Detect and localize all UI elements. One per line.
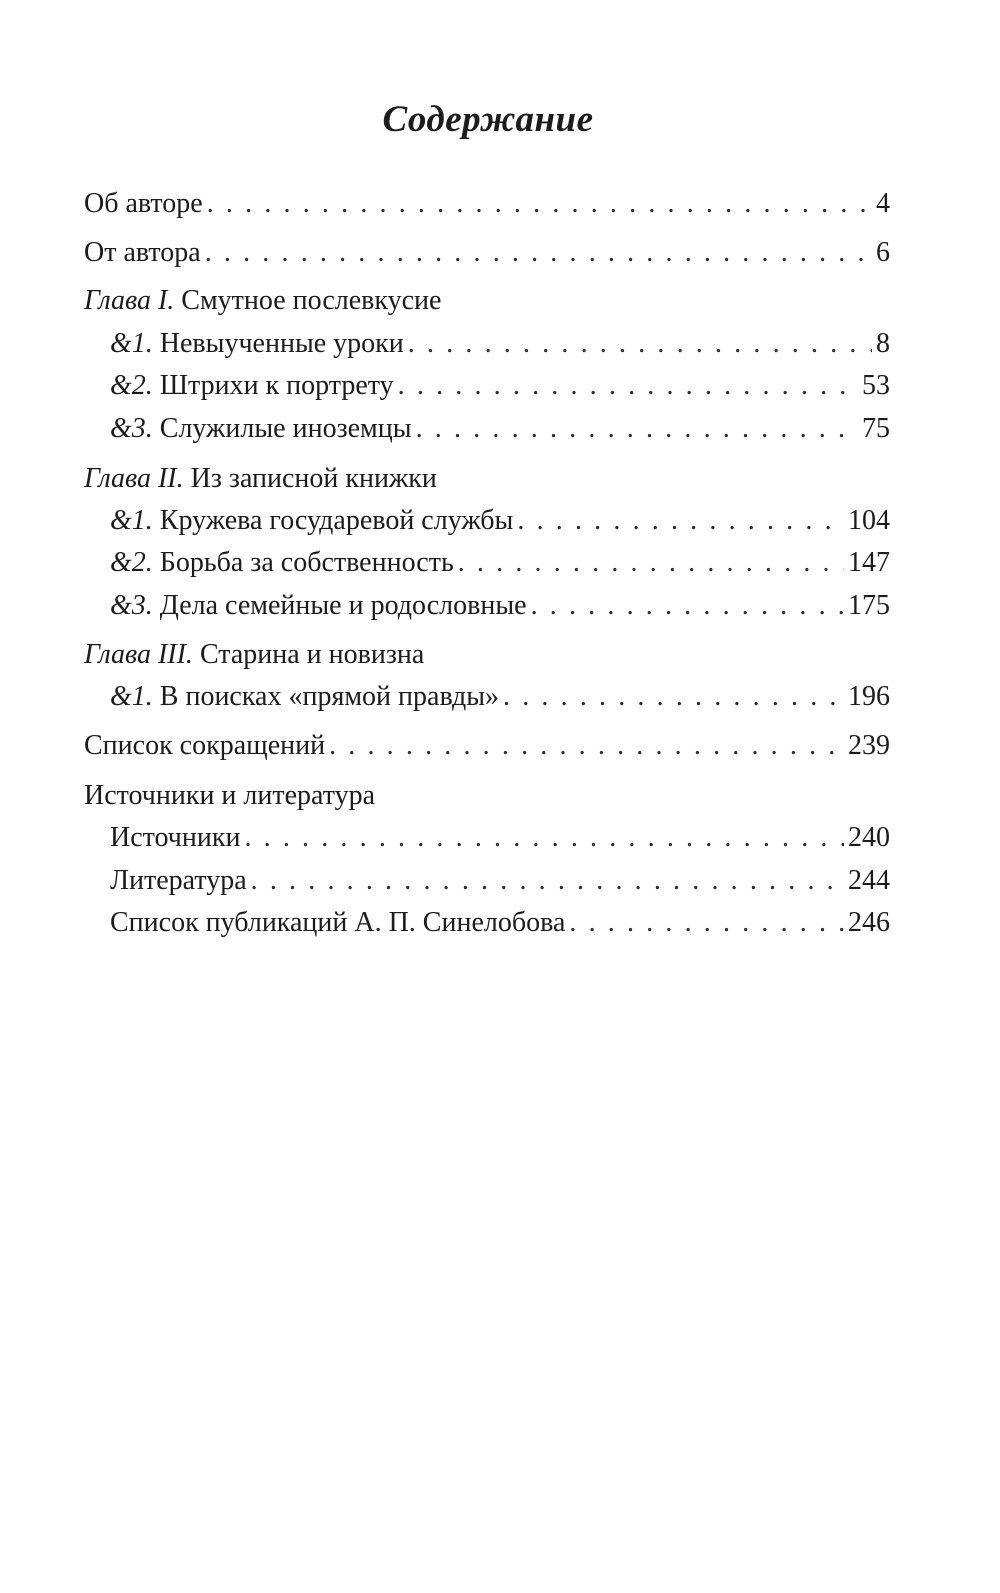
toc-entry-label: Источники — [110, 822, 241, 853]
chapter-title: Из записной книжки — [190, 463, 437, 494]
section-label: Невыученные уроки — [159, 328, 404, 359]
toc-entry-label: Об авторе — [84, 188, 203, 219]
toc-page-number: 6 — [876, 237, 890, 268]
toc-entry-label: Список сокращений — [84, 730, 326, 761]
toc-page-number: 104 — [848, 505, 890, 536]
toc-entry-label: Список публикаций А. П. Синелобова — [110, 907, 566, 938]
dot-leader — [329, 728, 844, 764]
dot-leader — [531, 588, 844, 624]
toc-section-3-1[interactable] — [110, 679, 890, 715]
dot-leader — [251, 863, 844, 899]
toc-page-number: 196 — [848, 681, 890, 712]
page-title: Содержание — [382, 99, 594, 140]
sources-heading[interactable]: Источники и литература — [84, 780, 376, 811]
section-number: &1. — [110, 328, 153, 359]
section-number: &1. — [110, 681, 153, 712]
toc-page-number: 239 — [848, 730, 890, 761]
section-number: &2. — [110, 370, 153, 401]
chapter-number: Глава III. — [84, 639, 193, 670]
chapter-number: Глава II. — [84, 463, 184, 494]
toc-page-number: 175 — [848, 590, 890, 621]
toc-entry-literature[interactable] — [110, 863, 890, 899]
section-label: Служилые иноземцы — [159, 413, 412, 444]
toc-page-number: 4 — [876, 188, 890, 219]
dot-leader — [207, 186, 872, 222]
dot-leader — [244, 820, 844, 856]
chapter-title: Смутное послевкусие — [181, 285, 442, 316]
toc-section-1-1[interactable] — [110, 326, 890, 362]
toc-page-number: 147 — [848, 547, 890, 578]
dot-leader — [416, 411, 858, 447]
dot-leader — [398, 368, 858, 404]
section-number: &3. — [110, 413, 153, 444]
toc-section-2-3[interactable] — [110, 588, 890, 624]
toc-page-number: 53 — [862, 370, 890, 401]
dot-leader — [408, 326, 872, 362]
toc-entry-sources[interactable] — [110, 820, 890, 856]
chapter-title: Старина и новизна — [199, 639, 425, 670]
toc-section-2-1[interactable] — [110, 503, 890, 539]
section-label: Борьба за собственность — [159, 547, 454, 578]
toc-entry-label: Литература — [110, 865, 247, 896]
chapter-heading-3[interactable] — [84, 637, 890, 673]
toc-section-1-2[interactable] — [110, 368, 890, 404]
section-number: &2. — [110, 547, 153, 578]
dot-leader — [569, 905, 844, 941]
toc-entry-publications[interactable] — [110, 905, 890, 941]
toc-page-number: 75 — [862, 413, 890, 444]
section-label: Дела семейные и родословные — [159, 590, 527, 621]
chapter-heading-2[interactable] — [84, 461, 890, 497]
section-label: В поисках «прямой правды» — [159, 681, 500, 712]
toc-entry-about-author[interactable] — [84, 186, 890, 222]
dot-leader — [503, 679, 844, 715]
chapter-number: Глава I. — [84, 285, 175, 316]
toc-section-1-3[interactable] — [110, 411, 890, 447]
section-number: &1. — [110, 505, 153, 536]
toc-page-number: 8 — [876, 328, 890, 359]
toc-page-number: 240 — [848, 822, 890, 853]
dot-leader — [205, 235, 872, 271]
dot-leader — [458, 545, 844, 581]
chapter-heading-1[interactable] — [84, 283, 890, 319]
toc-entry-abbreviations[interactable] — [84, 728, 890, 764]
toc-page-number: 246 — [848, 907, 890, 938]
section-label: Кружева государевой службы — [159, 505, 514, 536]
dot-leader — [517, 503, 844, 539]
toc-section-2-2[interactable] — [110, 545, 890, 581]
toc-page-number: 244 — [848, 865, 890, 896]
toc-entry-label: От автора — [84, 237, 201, 268]
section-number: &3. — [110, 590, 153, 621]
section-label: Штрихи к портрету — [159, 370, 394, 401]
toc-entry-from-author[interactable] — [84, 235, 890, 271]
